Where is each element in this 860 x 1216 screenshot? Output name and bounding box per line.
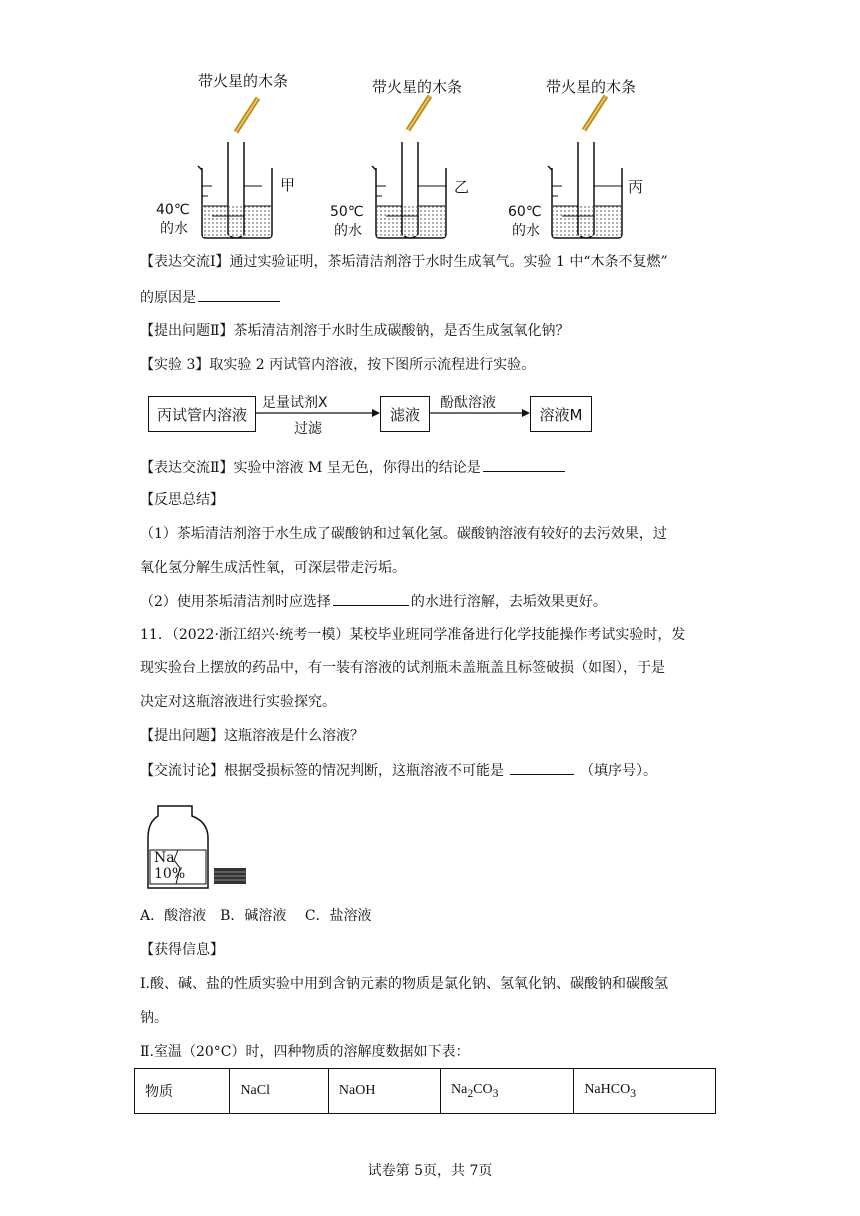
flow-box-solution-m-label: 溶液M xyxy=(539,405,583,424)
table-cell xyxy=(574,1069,716,1114)
beaker1-water: 的水 xyxy=(160,221,188,237)
flow-arrow1-bottom: 过滤 xyxy=(294,421,322,437)
flow-arrow1-top: 足量试剂X xyxy=(262,395,328,411)
text-line-11: 现实验台上摆放的药品中，有一装有溶液的试剂瓶未盖瓶盖且标签破损（如图），于是 xyxy=(140,660,665,676)
beaker2-label: 带火星的木条 xyxy=(372,78,463,96)
table-cell: NaOH xyxy=(328,1069,440,1114)
flow-box-filtrate xyxy=(380,396,430,432)
bottle-label-percent: 10% xyxy=(154,866,186,882)
text-line-5 xyxy=(140,457,567,478)
formula-subscript: 2 xyxy=(467,1086,474,1100)
text-line-9 xyxy=(140,591,607,612)
beaker2-temp: 50℃ xyxy=(330,204,364,220)
table-row xyxy=(135,1069,716,1114)
beaker1-temp: 40℃ xyxy=(156,202,190,218)
table-cell: NaCl xyxy=(230,1069,328,1114)
beaker2-water: 的水 xyxy=(334,223,362,239)
text-line-2-content: 的原因是 xyxy=(140,290,196,306)
beaker1-label: 带火星的木条 xyxy=(198,72,289,90)
beaker2-tube-label: 乙 xyxy=(454,178,470,196)
beaker1-tube-label: 甲 xyxy=(280,176,296,194)
beaker-50 xyxy=(372,96,446,238)
answer-blank-3[interactable] xyxy=(333,591,409,606)
beaker-60 xyxy=(548,96,622,238)
text-line-19: Ⅱ.室温（20°C）时，四种物质的溶解度数据如下表： xyxy=(140,1044,470,1060)
text-line-3: 【提出问题Ⅱ】茶垢清洁剂溶于水时生成碳酸钠，是否生成氢氧化钠？ xyxy=(140,323,570,339)
flow-arrow2-top: 酚酞溶液 xyxy=(440,395,496,411)
text-line-4: 【实验 3】取实验 2 丙试管内溶液，按下图所示流程进行实验。 xyxy=(140,357,536,373)
beaker3-tube-label: 丙 xyxy=(628,178,644,196)
text-line-17: Ⅰ.酸、碱、盐的性质实验中用到含钠元素的物质是氯化钠、氢氧化钠、碳酸钠和碳酸氢 xyxy=(140,976,668,992)
bottle-label-na: Na xyxy=(154,850,175,866)
text-line-14-start: 【交流讨论】根据受损标签的情况判断，这瓶溶液不可能是 xyxy=(140,763,504,779)
text-line-10: 11．（2022·浙江绍兴·统考一模）某校毕业班同学准备进行化学技能操作考试实验时，发 xyxy=(140,627,686,643)
formula-part: Na xyxy=(451,1082,468,1098)
text-line-2 xyxy=(140,287,282,308)
beaker3-temp: 60℃ xyxy=(508,204,542,220)
text-line-7: （1）茶垢清洁剂溶于水生成了碳酸钠和过氧化氢。碳酸钠溶液有较好的去污效果，过 xyxy=(140,526,667,542)
answer-blank-1[interactable] xyxy=(198,287,280,302)
text-line-6: 【反思总结】 xyxy=(140,492,224,508)
flow-box-start-label: 丙试管内溶液 xyxy=(156,405,247,424)
text-line-16: 【获得信息】 xyxy=(140,942,224,958)
beaker-40 xyxy=(198,98,272,238)
text-line-14 xyxy=(140,760,657,781)
table-cell xyxy=(441,1069,574,1114)
page-footer: 试卷第 5页，共 7页 xyxy=(367,1163,493,1179)
text-line-18: 钠。 xyxy=(140,1010,168,1026)
flow-box-filtrate-label: 滤液 xyxy=(389,405,420,424)
answer-blank-4[interactable] xyxy=(510,760,574,775)
text-line-1: 【表达交流Ⅰ】通过实验证明，茶垢清洁剂溶于水时生成氧气。实验 1 中“木条不复燃” xyxy=(140,254,668,270)
text-line-12: 决定对这瓶溶液进行实验探究。 xyxy=(140,694,336,710)
flow-box-solution-m xyxy=(530,396,592,432)
solubility-table xyxy=(134,1068,716,1114)
formula-subscript: 3 xyxy=(492,1086,499,1100)
formula-part: NaHCO xyxy=(584,1082,631,1098)
formula-subscript: 3 xyxy=(630,1086,637,1100)
text-line-9-start: （2）使用茶垢清洁剂时应选择 xyxy=(140,594,331,610)
answer-blank-2[interactable] xyxy=(483,457,565,472)
beaker3-water: 的水 xyxy=(512,223,540,239)
table-cell: 物质 xyxy=(135,1069,230,1114)
text-line-5-content: 【表达交流Ⅱ】实验中溶液 M 呈无色，你得出的结论是 xyxy=(140,460,481,476)
flow-box-start xyxy=(148,396,256,432)
formula-part: CO xyxy=(473,1082,493,1098)
text-line-8: 氧化氢分解生成活性氧，可深层带走污垢。 xyxy=(140,560,406,576)
text-line-15: A．酸溶液 B．碱溶液 C．盐溶液 xyxy=(140,908,372,924)
text-line-9-end: 的水进行溶解，去垢效果更好。 xyxy=(410,594,607,610)
text-line-13: 【提出问题】这瓶溶液是什么溶液？ xyxy=(140,728,364,744)
text-line-14-end: （填序号）。 xyxy=(580,763,657,779)
beaker3-label: 带火星的木条 xyxy=(546,78,637,96)
